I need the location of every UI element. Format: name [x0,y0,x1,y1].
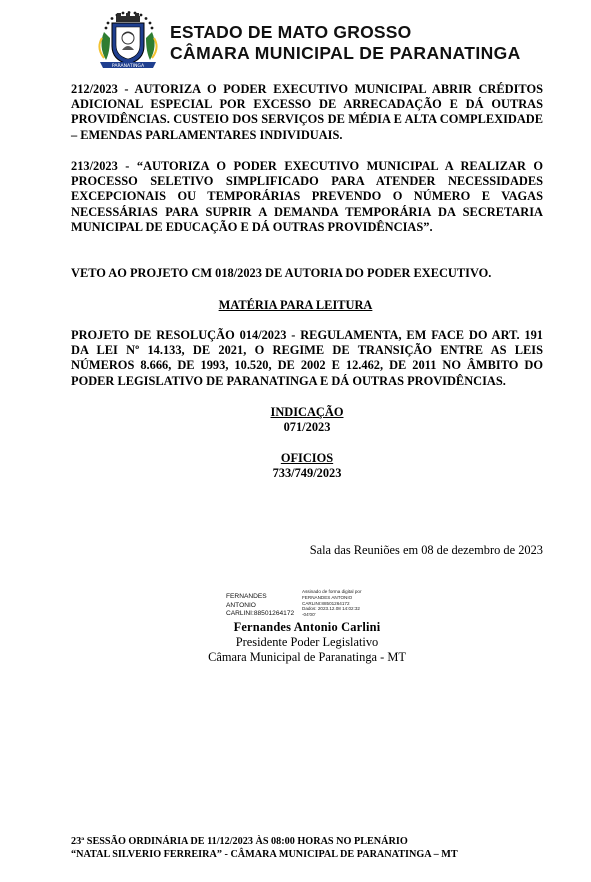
section-title-text: MATÉRIA PARA LEITURA [218,298,373,312]
signature-name-block [226,593,294,619]
agenda-item-212: 212/2023 - AUTORIZA O PODER EXECUTIVO MUNICIPAL ABRIR CRÉDITOS ADICIONAL ESPECIAL POR EXCESSO DE ARRECADAÇÃO E DÁ OUTRAS PROVIDÊNCIAS. CUSTEIO DOS SERVIÇOS DE MÉDIA E ALTA COMPLEXIDADE – EMENDAS PARLAMENTARES INDIVIDUAIS. [71,82,543,142]
sig-left-line: FERNANDES [226,593,267,600]
session-footer [71,835,458,861]
header-titles [170,22,521,64]
chamber-name: CÂMARA MUNICIPAL DE PARANATINGA [170,43,521,63]
digital-signature [226,589,376,623]
signer-name: Fernandes Antonio Carlini [233,620,381,634]
indicacao-number: 071/2023 [283,420,331,434]
signer-role: Presidente Poder Legislativo [235,635,379,649]
sig-right-line: CARLINI:88501264172 [302,600,350,606]
sig-left-line: CARLINI:88501264172 [226,610,295,618]
municipal-crest-icon [96,8,160,74]
sig-right-line: Dados: 2023.12.08 14:02:32 [302,606,360,612]
section-title [0,298,591,313]
sig-right-line: Assinado de forma digital por [302,589,362,594]
sig-right-line: -04'00' [302,612,316,618]
state-name: ESTADO DE MATO GROSSO [170,22,412,42]
footer-line-2: “NATAL SILVERIO FERREIRA” - CÂMARA MUNICIPAL DE PARANATINGA – MT [71,849,458,860]
signature-details-block [302,589,362,618]
document-header [96,8,566,74]
footer-line-1: 23ª SESSÃO ORDINÁRIA DE 11/12/2023 ÀS 08:00 HORAS NO PLENÁRIO [71,836,408,847]
agenda-item-213: 213/2023 - “AUTORIZA O PODER EXECUTIVO MUNICIPAL A REALIZAR O PROCESSO SELETIVO SIMPLIFICADO PARA ATENDER NECESSIDADES EXCEPCIONAIS OU TEMPORÁRIAS PREVENDO O NÚMERO E VAGAS NECESSÁRIAS PARA SUPRIR A DEMANDA TEMPORÁRIA DA SECRETARIA MUNICIPAL DE EDUCAÇÃO E DÁ OUTRAS PROVIDÊNCIAS”. [71,159,543,234]
oficios-number: 733/749/2023 [272,466,342,480]
indicacao-title [0,405,591,420]
crest-ribbon-text: PARANATINGA [111,64,145,69]
sig-left-line: ANTONIO [226,601,256,609]
indicacao-title-text: INDICAÇÃO [270,405,344,419]
resolution-project: PROJETO DE RESOLUÇÃO 014/2023 - REGULAMENTA, EM FACE DO ART. 191 DA LEI Nº 14.133, DE 2021, O REGIME DE TRANSIÇÃO ENTRE AS LEIS NÚMEROS 8.666, DE 1993, 10.520, DE 2002 E 12.462, DE 2011 NO ÂMBITO DO PODER LEGISLATIVO DE PARANATINGA E DÁ OUTRAS PROVIDÊNCIAS. [71,328,543,388]
sig-right-line: FERNANDES ANTONIO [302,594,353,600]
oficios-title [0,451,591,466]
signer-organization: Câmara Municipal de Paranatinga - MT [208,650,406,664]
oficios-title-text: OFICIOS [280,451,334,465]
date-line: Sala das Reuniões em 08 de dezembro de 2023 [309,543,543,557]
veto-item: VETO AO PROJETO CM 018/2023 DE AUTORIA DO PODER EXECUTIVO. [71,266,492,280]
